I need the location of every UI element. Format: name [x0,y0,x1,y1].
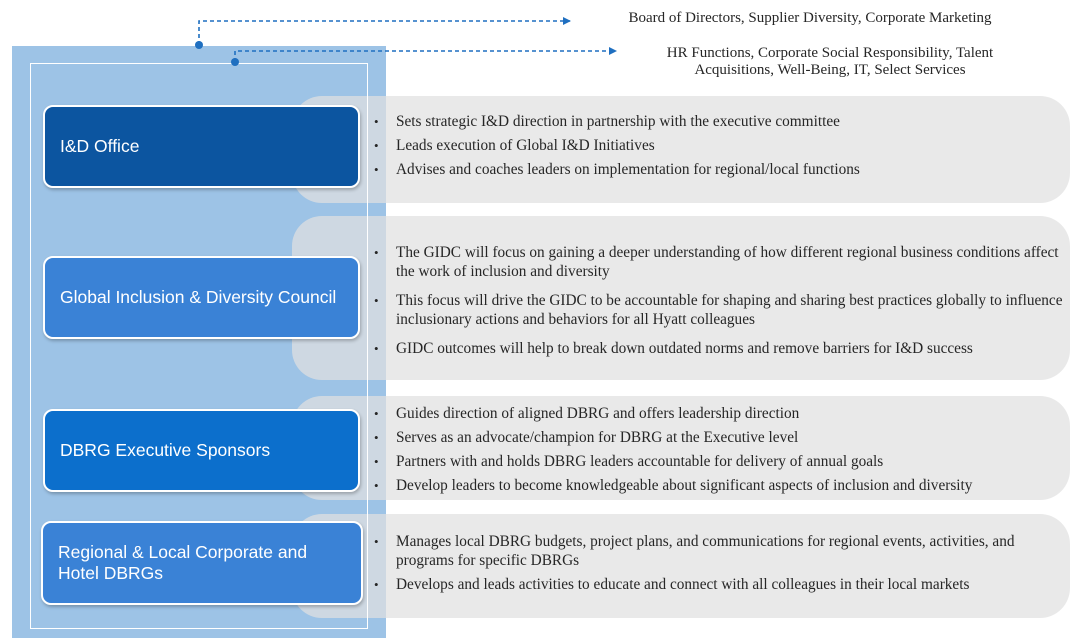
tier-3-title: DBRG Executive Sponsors [60,440,271,461]
board-connector [199,21,570,45]
tier-4-bullet-1: • Manages local DBRG budgets, project plans, and communications for regional events, activities, and programs for specific DBRGs [372,532,1062,570]
tier-4-title: Regional & Local Corporate and Hotel DBRGs [58,542,308,583]
tier-1-bullet-2: • Leads execution of Global I&D Initiatives [372,136,1062,155]
tier-2-title: Global Inclusion & Diversity Council [60,287,337,308]
hr-connector-dot [231,58,239,66]
tier-3-bullet-4: • Develop leaders to become knowledgeable about significant aspects of inclusion and diversity [372,476,1070,495]
tier-3-bullet-2: • Serves as an advocate/champion for DBRG at the Executive level [372,428,1070,447]
tier-2-bullet-1: • The GIDC will focus on gaining a deeper understanding of how different regional business conditions affect the work of inclusion and diversity [372,243,1070,281]
tier-4-bullet-2: • Develops and leads activities to educate and connect with all colleagues in their local markets [372,575,1062,594]
tier-1-bullet-1: • Sets strategic I&D direction in partnership with the executive committee [372,112,1062,131]
board-connector-dot [195,41,203,49]
tier-1-bullet-3: • Advises and coaches leaders on implementation for regional/local functions [372,160,1062,179]
tier-3-bullet-3: • Partners with and holds DBRG leaders accountable for delivery of annual goals [372,452,1070,471]
tier-3-bullet-1: • Guides direction of aligned DBRG and offers leadership direction [372,404,1070,423]
tier-2-bullet-3: • GIDC outcomes will help to break down outdated norms and remove barriers for I&D success [372,339,1070,358]
tier-1-title: I&D Office [60,136,140,157]
board-label: Board of Directors, Supplier Diversity, Corporate Marketing [628,10,992,26]
hr-connector [235,51,616,62]
hr-label: HR Functions, Corporate Social Responsibility, Talent Acquisitions, Well-Being, IT, Select Services [666,45,994,78]
tier-2-bullet-2: • This focus will drive the GIDC to be accountable for shaping and sharing best practices globally to influence inclusionary actions and behaviors for all Hyatt colleagues [372,291,1070,329]
